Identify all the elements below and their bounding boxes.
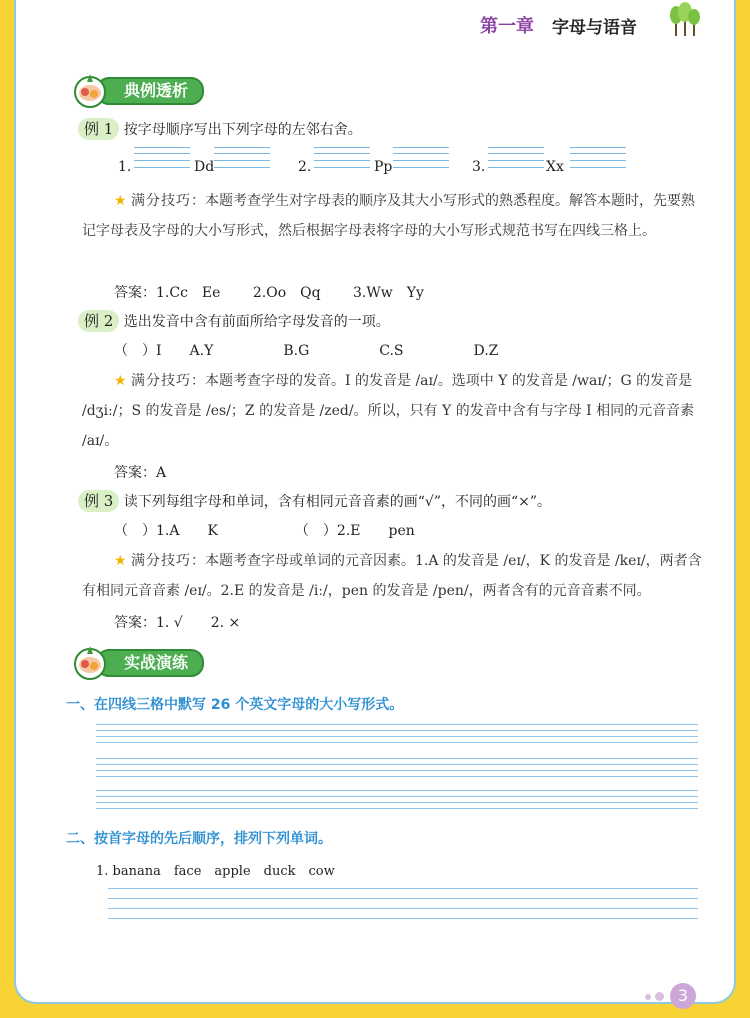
- answer-blank[interactable]: [214, 146, 270, 168]
- tip-label: 满分技巧: [131, 553, 192, 569]
- tip-text: ：本题考查学生对字母表的顺序及其大小写形式的熟悉程度。解答本题时，先要熟记字母表及字母的大小写形式，然后根据字母表将字母的大小写形式规范书写在四线三格上。: [82, 193, 696, 239]
- answer-blank[interactable]: [134, 146, 190, 168]
- tip-text: ：本题考查字母的发音。I 的发音是 /aɪ/。选项中 Y 的发音是 /waɪ/；G 的发音是 /dʒiː/；S 的发音是 /es/；Z 的发音是 /zed/。所以，只有 Y 的发音中含有与字母 I 相同的元音音素 /aɪ/。: [82, 373, 695, 449]
- example-tag: 例 3: [78, 490, 119, 512]
- question-items: （ ）1.A K （ ）2.E pen: [114, 523, 415, 539]
- fruit-plate-icon: [70, 642, 110, 680]
- star-icon: ★: [114, 373, 127, 389]
- question-text: 选出发音中含有前面所给字母发音的一项。: [123, 314, 390, 330]
- letter-prompt: Xx: [546, 159, 564, 175]
- tip-paragraph: [82, 366, 702, 456]
- tip-paragraph: [82, 546, 702, 606]
- example-3-question: [78, 490, 551, 513]
- page-number: 3: [670, 983, 696, 1009]
- section-title: 典例透析: [96, 77, 204, 105]
- example-2-question: [78, 310, 390, 333]
- item-number: 1.: [118, 159, 132, 175]
- answer-line: 答案：A: [114, 465, 167, 481]
- fruit-plate-icon: [70, 70, 110, 108]
- example-1-question: [78, 118, 362, 141]
- star-icon: ★: [114, 553, 127, 569]
- task-1-title: 一、在四线三格中默写 26 个英文字母的大小写形式。: [66, 697, 404, 713]
- question-text: 读下列每组字母和单词，含有相同元音音素的画“√”，不同的画“×”。: [123, 494, 552, 510]
- item-number: 2.: [298, 159, 312, 175]
- answer-blank[interactable]: [393, 146, 449, 168]
- example-tag: 例 2: [78, 310, 119, 332]
- four-line-grid[interactable]: [96, 724, 698, 810]
- tip-paragraph: [82, 186, 702, 246]
- answer-blank[interactable]: [314, 146, 370, 168]
- question-text: 按字母顺序写出下列字母的左邻右舍。: [123, 122, 362, 138]
- word-list: 1. banana face apple duck cow: [96, 864, 335, 879]
- trees-icon: [668, 2, 702, 38]
- task-2-title: 二、按首字母的先后顺序，排列下列单词。: [66, 831, 332, 847]
- decorative-dot: [645, 994, 651, 1000]
- letter-prompt: Dd: [194, 159, 215, 175]
- answer-blank[interactable]: [488, 146, 544, 168]
- decorative-dot: [655, 992, 664, 1001]
- chapter-title: 字母与语音: [552, 17, 637, 38]
- tip-label: 满分技巧: [131, 373, 192, 389]
- star-icon: ★: [114, 193, 127, 209]
- example-tag: 例 1: [78, 118, 119, 140]
- question-options: （ ）I A.Y B.G C.S D.Z: [114, 343, 499, 359]
- item-number: 3.: [472, 159, 486, 175]
- tip-label: 满分技巧: [131, 193, 192, 209]
- section-title: 实战演练: [96, 649, 204, 677]
- four-line-grid[interactable]: [108, 888, 698, 922]
- answer-blank[interactable]: [570, 146, 626, 168]
- chapter-header: [480, 10, 637, 40]
- section-banner-examples: [70, 74, 240, 104]
- answer-line: 答案：1. √ 2. ×: [114, 615, 241, 631]
- section-banner-practice: [70, 646, 240, 676]
- answer-line: 答案：1.Cc Ee 2.Oo Qq 3.Ww Yy: [114, 285, 424, 301]
- tip-text: ：本题考查字母或单词的元音因素。1.A 的发音是 /eɪ/，K 的发音是 /keɪ/，两者含有相同元音音素 /eɪ/。2.E 的发音是 /iː/，pen 的发音是 /pen/，两者含有的元音音素不同。: [82, 553, 702, 599]
- chapter-number: 第一章: [480, 16, 534, 37]
- letter-prompt: Pp: [374, 159, 393, 175]
